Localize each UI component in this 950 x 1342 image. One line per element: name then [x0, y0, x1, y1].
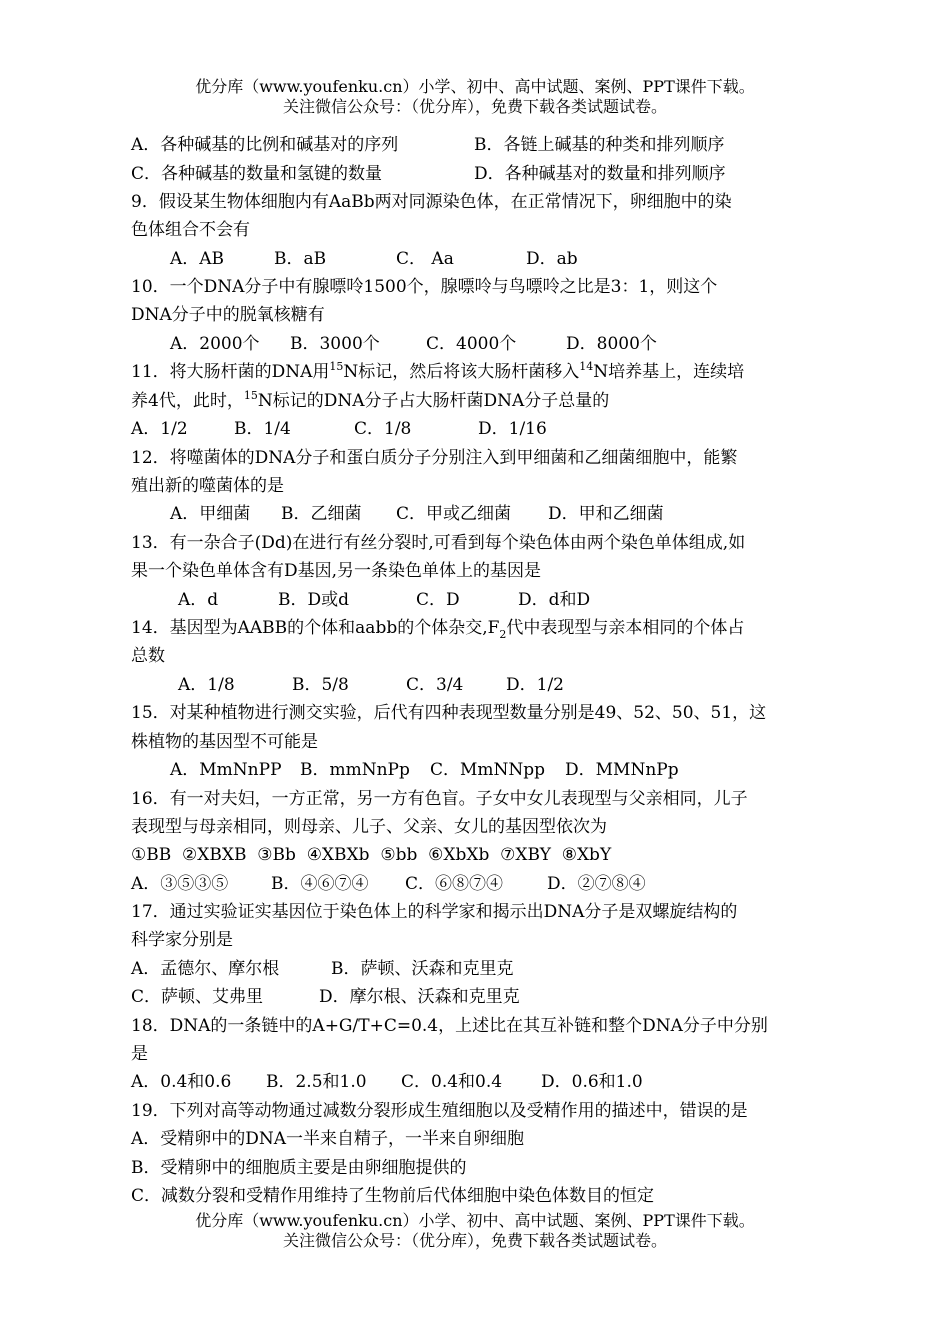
q9-option-b: B．aB — [274, 249, 327, 269]
q15-stem-line-2: 株植物的基因型不可能是 — [131, 732, 318, 752]
q9-stem-line-1: 9．假设某生物体细胞内有AaBb两对同源染色体，在正常情况下，卵细胞中的染 — [131, 192, 732, 212]
q12-option-b: B．乙细菌 — [281, 504, 362, 524]
q14-text-2: 代中表现型与亲本相同的个体占 — [506, 618, 745, 638]
q15-options — [170, 756, 679, 784]
q11-text-4: 养4代，此时， — [131, 391, 244, 411]
q11-text-2: N标记，然后将该大肠杆菌移入 — [343, 362, 580, 382]
q16-stem-line-1: 16．有一对夫妇，一方正常，另一方有色盲。子女中女儿表现型与父亲相同，儿子 — [131, 789, 748, 809]
q11-stem-line-1 — [131, 358, 744, 388]
q17-options-row-2 — [131, 983, 520, 1011]
q11-option-c: C．1/8 — [354, 419, 412, 439]
q17-option-b: B．萨顿、沃森和克里克 — [331, 959, 514, 979]
q18-stem-line-2: 是 — [131, 1044, 148, 1064]
q19-option-c: C．减数分裂和受精作用维持了生物前后代体细胞中染色体数目的恒定 — [131, 1186, 655, 1206]
q15-option-d: D．MMNnPp — [565, 760, 679, 780]
q10-option-a: A．2000个 — [170, 334, 260, 354]
q13-option-c: C．D — [416, 590, 460, 610]
q16-option-b: B．④⑥⑦④ — [271, 874, 369, 894]
q8-option-d: D．各种碱基对的数量和排列顺序 — [474, 164, 726, 184]
q8-option-a: A．各种碱基的比例和碱基对的序列 — [131, 135, 399, 155]
q14-option-b: B．5/8 — [292, 675, 349, 695]
q10-stem-line-2: DNA分子中的脱氧核糖有 — [131, 305, 325, 325]
q13-option-d: D．d和D — [518, 590, 591, 610]
q15-option-a: A．MmNnPP — [170, 760, 282, 780]
q14-text-1: 14．基因型为AABB的个体和aabb的个体杂交,F — [131, 618, 500, 638]
q19-stem-line-1: 19．下列对高等动物通过减数分裂形成生殖细胞以及受精作用的描述中，错误的是 — [131, 1101, 748, 1121]
q12-stem-line-1: 12．将噬菌体的DNA分子和蛋白质分子分别注入到甲细菌和乙细菌细胞中，能繁 — [131, 448, 738, 468]
q9-option-d: D．ab — [526, 249, 578, 269]
q16-option-c: C．⑥⑧⑦④ — [405, 874, 504, 894]
q17-stem-line-1: 17．通过实验证实基因位于染色体上的科学家和揭示出DNA分子是双螺旋结构的 — [131, 902, 738, 922]
q14-option-a: A．1/8 — [178, 675, 235, 695]
q10-option-c: C．4000个 — [426, 334, 517, 354]
q14-stem-line-2: 总数 — [131, 646, 165, 666]
q10-options — [170, 330, 657, 358]
header-line-1: 优分库（www.youfenku.cn）小学、初中、高中试题、案例、PPT课件下载。 — [195, 77, 755, 96]
q18-option-d: D．0.6和1.0 — [541, 1072, 643, 1092]
q18-options — [131, 1068, 643, 1096]
q17-options-row-1 — [131, 955, 514, 983]
q14-subscript: 2 — [499, 628, 507, 641]
q10-option-b: B．3000个 — [290, 334, 380, 354]
q16-stem-line-2: 表现型与母亲相同，则母亲、儿子、父亲、女儿的基因型依次为 — [131, 817, 607, 837]
q18-option-a: A．0.4和0.6 — [131, 1072, 232, 1092]
footer-line-1: 优分库（www.youfenku.cn）小学、初中、高中试题、案例、PPT课件下载。 — [195, 1211, 755, 1230]
q8-options-row-1 — [131, 131, 725, 159]
q14-option-d: D．1/2 — [506, 675, 564, 695]
q14-option-c: C．3/4 — [406, 675, 464, 695]
q10-stem-line-1: 10．一个DNA分子中有腺嘌呤1500个，腺嘌呤与鸟嘌呤之比是3：1，则这个 — [131, 277, 718, 297]
q11-text-5: N标记的DNA分子占大肠杆菌DNA分子总量的 — [257, 391, 610, 411]
q19-option-b: B．受精卵中的细胞质主要是由卵细胞提供的 — [131, 1158, 467, 1178]
q15-option-b: B．mmNnPp — [300, 760, 410, 780]
q15-stem-line-1: 15．对某种植物进行测交实验，后代有四种表现型数量分别是49、52、50、51，这 — [131, 703, 767, 723]
q11-option-a: A．1/2 — [131, 419, 188, 439]
q9-options — [170, 245, 578, 273]
q11-superscript-2: 14 — [579, 360, 594, 373]
q12-stem-line-2: 殖出新的噬菌体的是 — [131, 476, 284, 496]
q8-option-b: B．各链上碱基的种类和排列顺序 — [474, 135, 725, 155]
q17-option-a: A．孟德尔、摩尔根 — [131, 959, 280, 979]
q12-option-c: C．甲或乙细菌 — [396, 504, 512, 524]
q13-stem-line-1: 13．有一杂合子(Dd)在进行有丝分裂时,可看到每个染色体由两个染色单体组成,如 — [131, 533, 746, 553]
q9-option-c: C． Aa — [396, 249, 454, 269]
q13-options — [178, 586, 590, 614]
q13-option-a: A．d — [178, 590, 219, 610]
q16-options — [131, 870, 646, 898]
header-line-2: 关注微信公众号：（优分库），免费下载各类试题试卷。 — [282, 97, 667, 116]
q14-stem-line-1 — [131, 614, 744, 644]
q14-options — [178, 671, 564, 699]
q11-option-b: B．1/4 — [234, 419, 291, 439]
q12-option-d: D．甲和乙细菌 — [548, 504, 664, 524]
q9-stem-line-2: 色体组合不会有 — [131, 220, 250, 240]
q11-option-d: D．1/16 — [478, 419, 547, 439]
q11-stem-line-2 — [131, 387, 609, 417]
q12-options — [170, 500, 664, 528]
q16-option-d: D．②⑦⑧④ — [547, 874, 646, 894]
q13-stem-line-2: 果一个染色单体含有D基因,另一条染色单体上的基因是 — [131, 561, 542, 581]
q18-stem-line-1: 18．DNA的一条链中的A+G/T+C=0.4，上述比在其互补链和整个DNA分子中分别 — [131, 1016, 768, 1036]
q11-text-1: 11．将大肠杆菌的DNA用 — [131, 362, 330, 382]
q8-option-c: C．各种碱基的数量和氢键的数量 — [131, 164, 383, 184]
q16-option-a: A．③⑤③⑤ — [131, 874, 229, 894]
q11-options — [131, 415, 547, 443]
q11-text-3: N培养基上，连续培 — [593, 362, 745, 382]
q13-option-b: B．D或d — [278, 590, 350, 610]
q19-option-a: A．受精卵中的DNA一半来自精子，一半来自卵细胞 — [131, 1129, 525, 1149]
q8-options-row-2 — [131, 160, 726, 188]
q11-superscript-1: 15 — [329, 360, 344, 373]
q17-option-d: D．摩尔根、沃森和克里克 — [319, 987, 520, 1007]
q17-stem-line-2: 科学家分别是 — [131, 930, 233, 950]
q16-genotype-list: ①BB ②XBXB ③Bb ④XBXb ⑤bb ⑥XbXb ⑦XBY ⑧XbY — [131, 845, 612, 865]
q11-superscript-3: 15 — [243, 389, 258, 402]
q18-option-c: C．0.4和0.4 — [401, 1072, 503, 1092]
q12-option-a: A．甲细菌 — [170, 504, 251, 524]
footer-line-2: 关注微信公众号：（优分库），免费下载各类试题试卷。 — [282, 1231, 667, 1250]
q10-option-d: D．8000个 — [566, 334, 657, 354]
q18-option-b: B．2.5和1.0 — [266, 1072, 367, 1092]
q15-option-c: C．MmNNpp — [430, 760, 546, 780]
q17-option-c: C．萨顿、艾弗里 — [131, 987, 264, 1007]
q9-option-a: A．AB — [170, 249, 225, 269]
